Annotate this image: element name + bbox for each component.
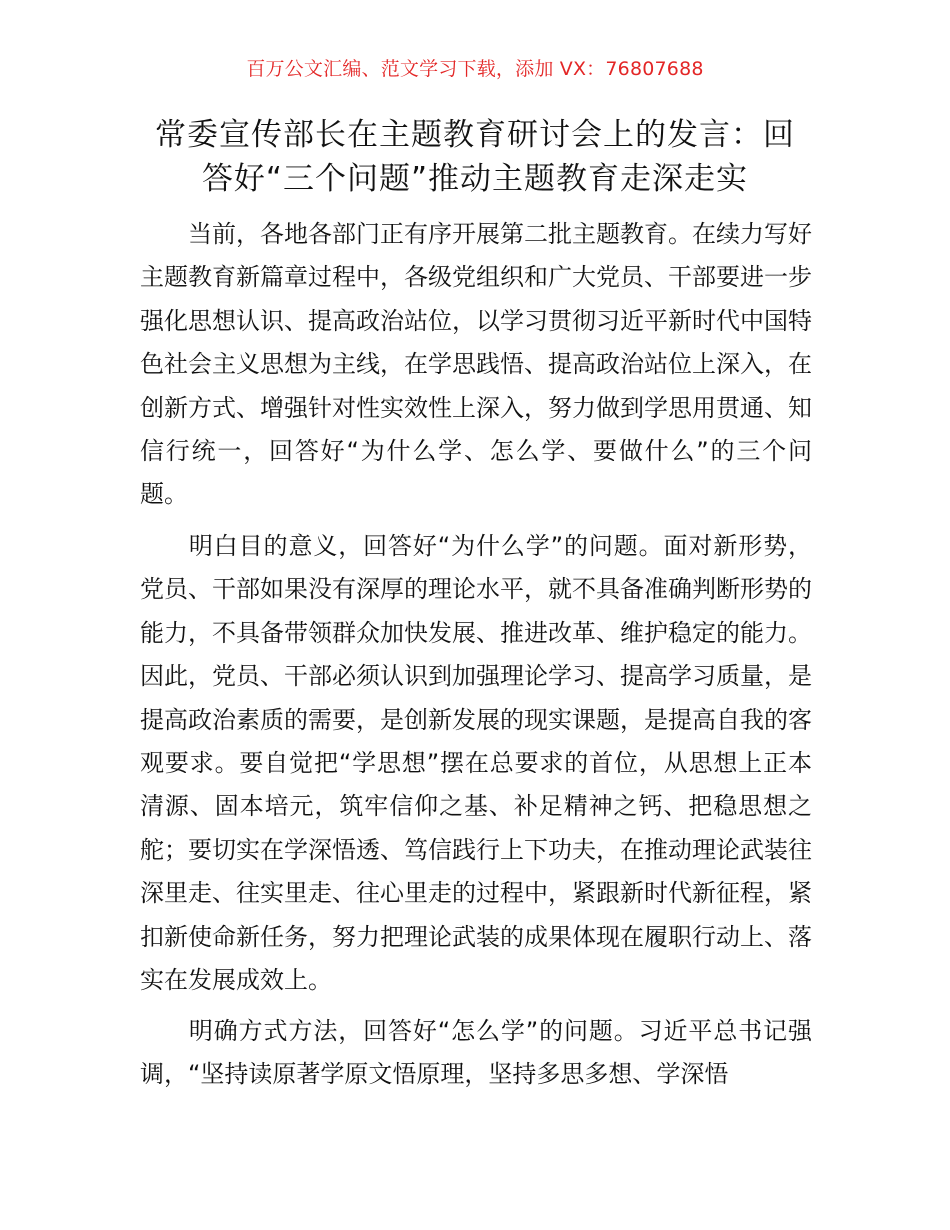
document-title <box>120 113 830 201</box>
paragraph-1-text: 当前，各地各部门正有序开展第二批主题教育。在续力写好主题教育新篇章过程中，各级党组织和广大党员、干部要进一步强化思想认识、提高政治站位，以学习贯彻习近平新时代中国特色社会主义思想为主线，在学思践悟、提高政治站位上深入，在创新方式、增强针对性实效性上深入，努力做到学思用贯通、知信行统一，回答好“为什么学、怎么学、要做什么”的三个问题。 <box>140 220 812 509</box>
paragraph-3 <box>140 1010 812 1097</box>
paragraph-1 <box>140 213 812 517</box>
paragraph-3-text: 明确方式方法，回答好“怎么学”的问题。习近平总书记强调，“坚持读原著学原文悟原理，坚持多思多想、学深悟 <box>140 1017 812 1089</box>
paragraph-2 <box>140 525 812 1002</box>
title-line-2: 答好“三个问题”推动主题教育走深走实 <box>201 161 749 197</box>
header-watermark-text: 百万公文汇编、范文学习下载，添加 VX：76807688 <box>246 58 704 80</box>
title-line-1: 常委宣传部长在主题教育研讨会上的发言：回 <box>155 117 795 153</box>
paragraph-2-text: 明白目的意义，回答好“为什么学”的问题。面对新形势，党员、干部如果没有深厚的理论水平，就不具备准确判断形势的能力，不具备带领群众加快发展、推进改革、维护稳定的能力。因此，党员、干部必须认识到加强理论学习、提高学习质量，是提高政治素质的需要，是创新发展的现实课题，是提高自我的客观要求。要自觉把“学思想”摆在总要求的首位，从思想上正本清源、固本培元，筑牢信仰之基、补足精神之钙、把稳思想之舵；要切实在学深悟透、笃信践行上下功夫，在推动理论武装往深里走、往实里走、往心里走的过程中，紧跟新时代新征程，紧扣新使命新任务，努力把理论武装的成果体现在履职行动上、落实在发展成效上。 <box>140 532 812 995</box>
